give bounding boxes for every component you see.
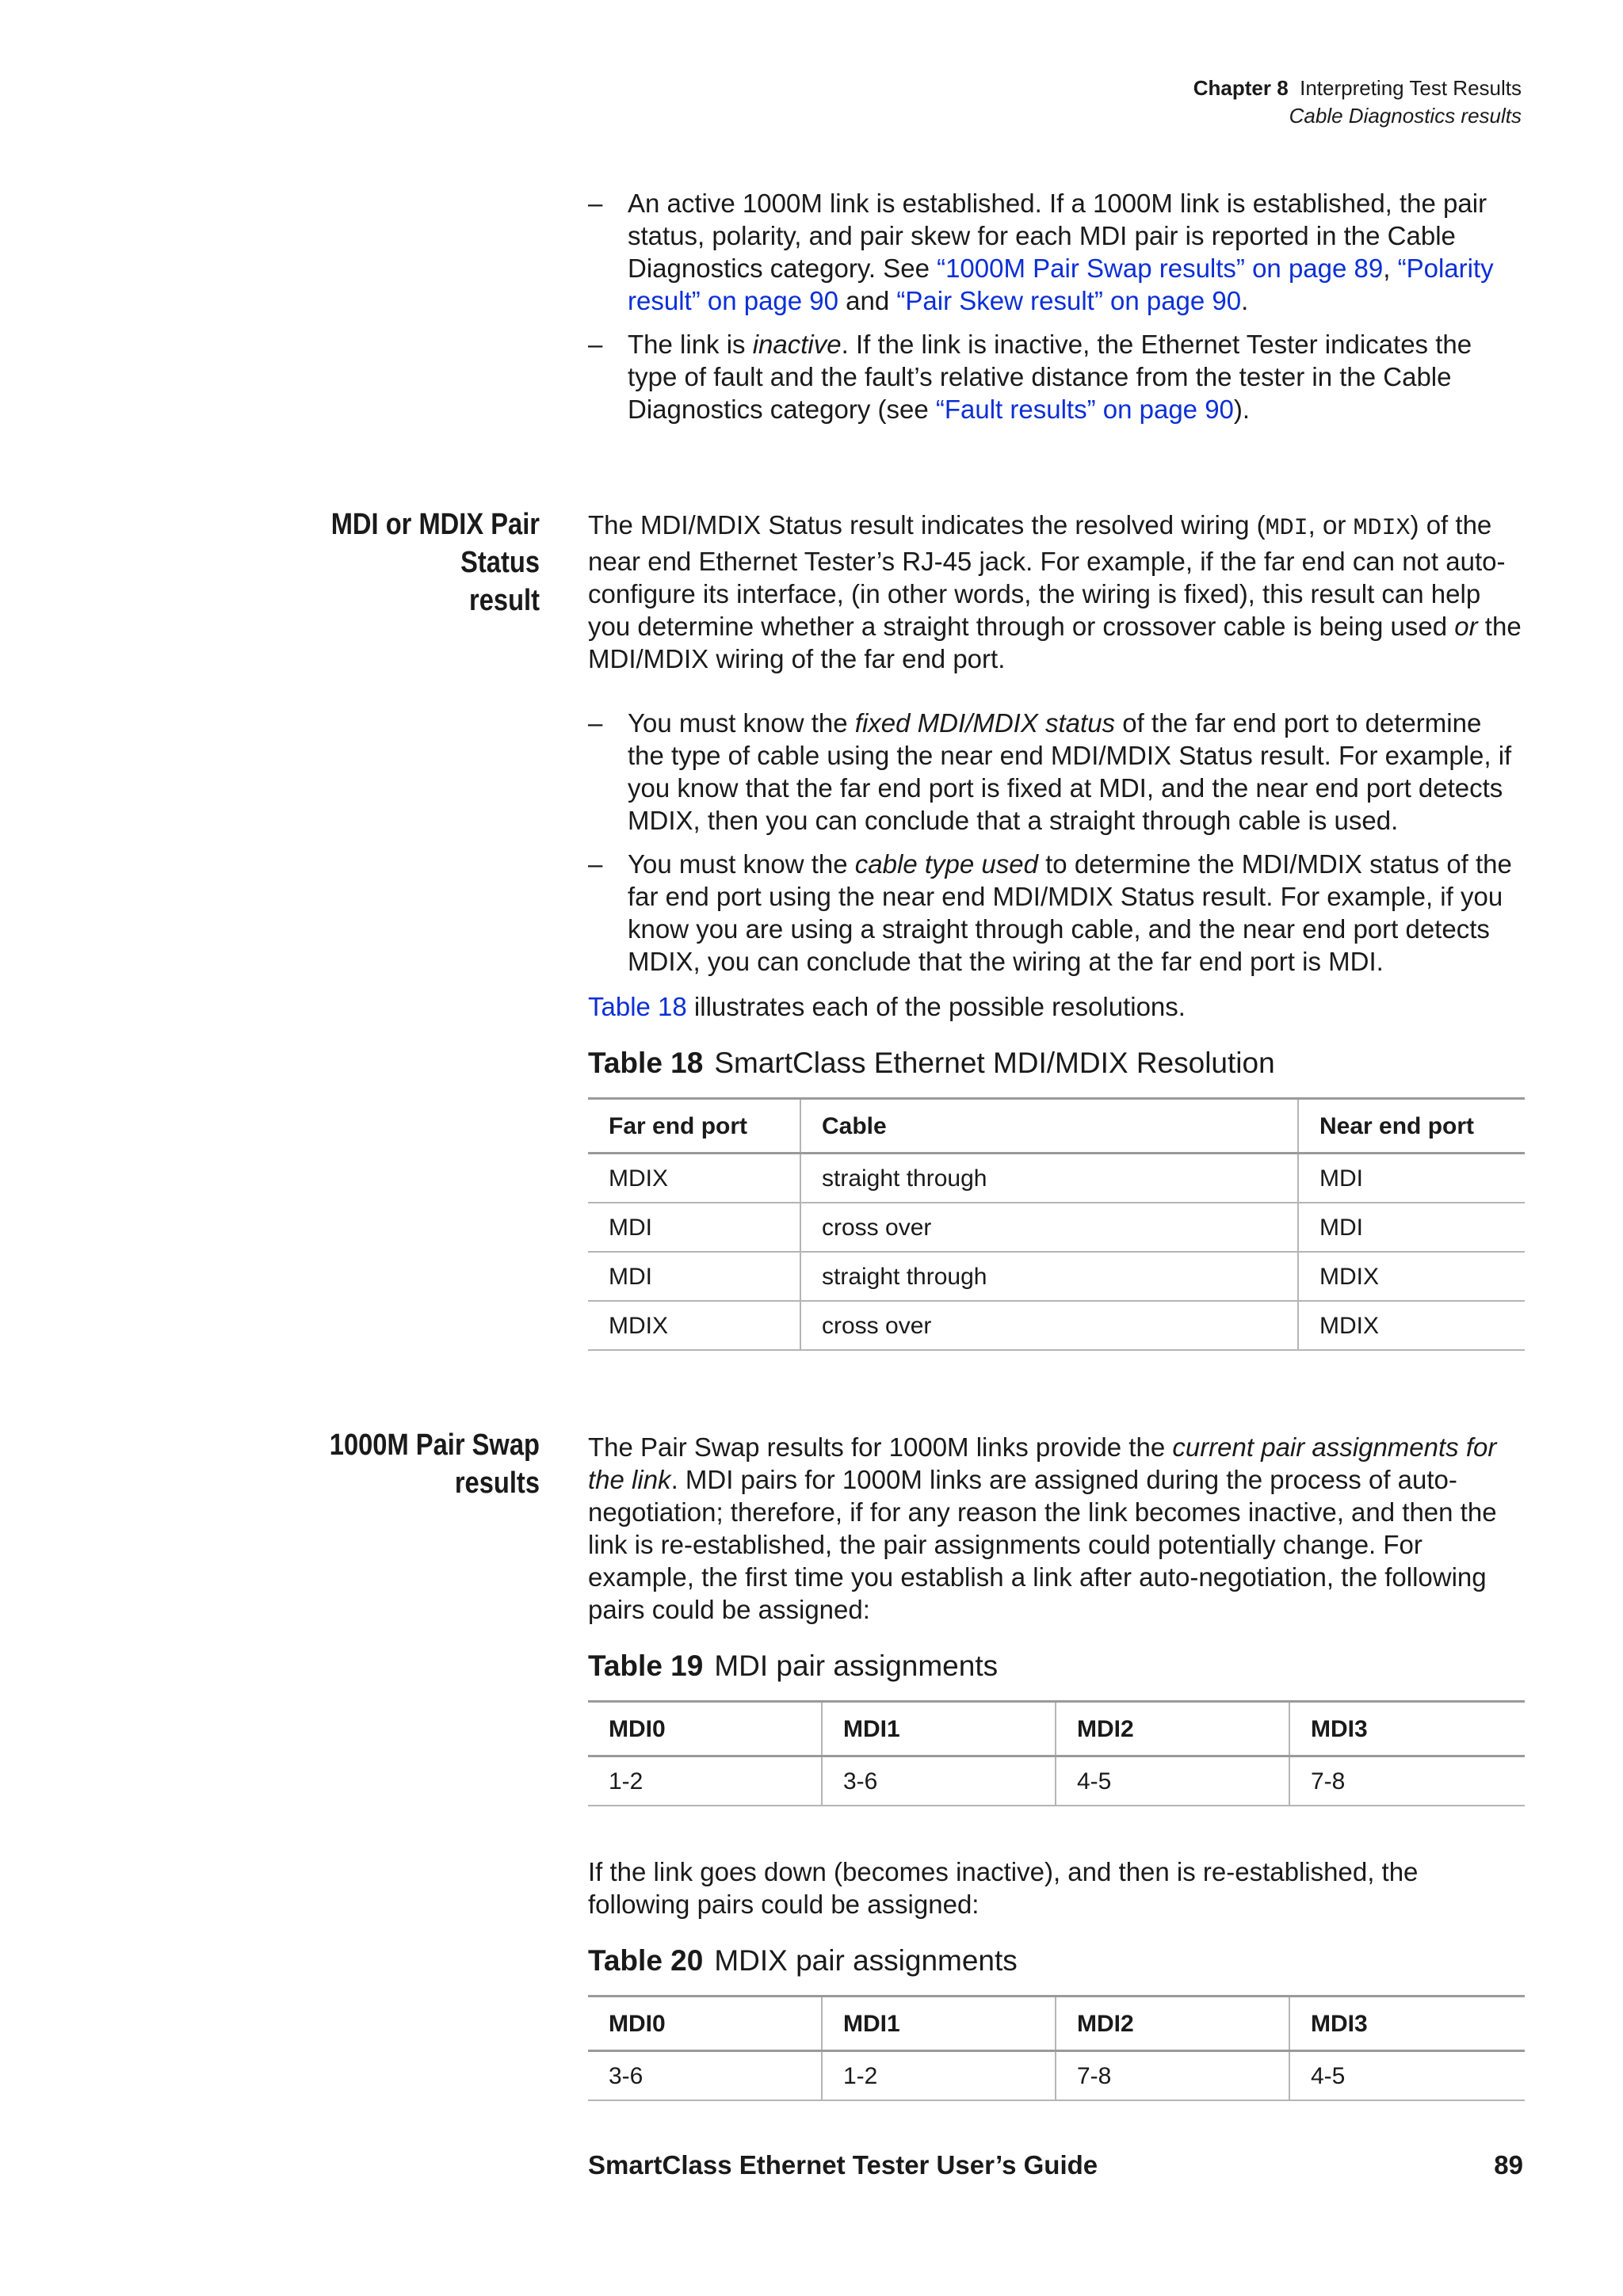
code-mdix: MDIX [1353,515,1411,542]
list-text: An active 1000M link is established. If a 1000M link is established, the pair status, polarity, and pair skew for each MDI pair is reported in the Cable Diagnostics category. See [628,189,1487,283]
chapter-title: Interpreting Test Results [1300,76,1522,100]
text: . MDI pairs for 1000M links are assigned during the process of auto-negotiation; therefore, if for any reason the link becomes inactive, and then the link is re-established, the pair assignments could potentially change. For example, the first time you establish a link after auto-negotiation, the following pairs could be assigned: [588,1465,1497,1624]
table-cell: MDI [588,1203,800,1252]
dash-mark: – [588,330,603,359]
emphasis: cable type used [854,849,1038,879]
emphasis: current pair assignments for the link [588,1432,1497,1494]
mdi-pair-assignments-table [588,1700,1525,1806]
caption-title: MDIX pair assignments [714,1944,1018,1977]
table-cell: MDIX [588,1154,800,1203]
column-header: MDI1 [822,1702,1056,1756]
table-cell: MDI [588,1252,800,1301]
pair-swap-section-body [588,1431,1523,2101]
caption-number: Table 18 [588,1047,704,1079]
list-text: You must know the [628,849,855,879]
link-pair-swap[interactable]: “1000M Pair Swap results” on page 89 [937,254,1384,283]
text: The Pair Swap results for 1000M links provide the [588,1432,1173,1462]
column-header: MDI2 [1056,1997,1289,2051]
mdi-resolution-table [588,1097,1525,1351]
code-mdi: MDI [1265,515,1308,542]
table-row [588,1252,1525,1301]
mdix-pair-assignments-table [588,1995,1525,2101]
column-header: MDI0 [588,1997,822,2051]
chapter-label: Chapter 8 [1193,76,1289,100]
table-cell: 3-6 [822,1756,1056,1806]
list-text: , [1383,254,1398,283]
emphasis: inactive [752,330,842,359]
caption-title: MDI pair assignments [714,1650,999,1682]
table-cell: 1-2 [588,1756,822,1806]
table-reference [588,990,1523,1023]
section-title: Cable Diagnostics results [1289,104,1522,128]
table-cell: cross over [800,1203,1298,1252]
dash-mark: – [588,849,603,879]
page-number: 89 [1494,2150,1523,2180]
section-heading-mdi-status [254,505,540,620]
column-header: Far end port [588,1099,800,1154]
table-cell: 3-6 [588,2051,822,2101]
table-cell: 1-2 [822,2051,1056,2101]
list-text: of the far end port to determine the type of cable using the near end MDI/MDIX Status result. For example, if you know that the far end port is fixed at MDI, and the near end port detects MDIX, then you can conclude that a straight through cable is used. [628,708,1512,835]
text: The MDI/MDIX Status result indicates the resolved wiring ( [588,510,1266,540]
table-cell: MDI [1298,1203,1525,1252]
mdi-section-body [588,509,1523,1351]
column-header: MDI1 [822,1997,1056,2051]
table-caption [588,1045,1523,1081]
column-header: MDI3 [1289,1702,1525,1756]
text: the MDI/MDIX wiring of the far end port. [588,612,1522,673]
dash-mark: – [588,189,603,218]
table-cell: 4-5 [1289,2051,1525,2101]
list-item [588,187,1523,317]
table-cell: MDIX [588,1301,800,1350]
link-fault-results[interactable]: “Fault results” on page 90 [935,395,1234,424]
table-cell: straight through [800,1252,1298,1301]
footer-title: SmartClass Ethernet Tester User’s Guide [588,2150,1098,2180]
emphasis: or [1454,612,1478,641]
column-header: MDI2 [1056,1702,1289,1756]
caption-number: Table 19 [588,1650,704,1682]
list-text: to determine the MDI/MDIX status of the far end port using the near end MDI/MDIX Status result. For example, if you know you are using a straight through cable, and the near end port detects MDIX, you can conclude that the wiring at the far end port is MDI. [628,849,1512,976]
column-header: MDI3 [1289,1997,1525,2051]
table-row [588,2051,1525,2101]
heading-line: 1000M Pair Swap results [329,1428,540,1500]
table-row [588,1203,1525,1252]
column-header: Cable [800,1099,1298,1154]
table-cell: 4-5 [1056,1756,1289,1806]
chapter-line [1193,74,1522,102]
list-item [588,328,1523,425]
list-item [588,848,1523,978]
column-header: Near end port [1298,1099,1525,1154]
heading-line: MDI or MDIX Pair Status [330,508,540,579]
list-text: and [838,286,897,315]
table-caption [588,1648,1523,1684]
text: , or [1308,510,1354,540]
caption-number: Table 20 [588,1944,704,1977]
page-footer [588,2150,1523,2180]
running-header [1193,74,1522,130]
link-polarity[interactable]: “Polarity result” on page 90 [628,254,1494,315]
table-row [588,1301,1525,1350]
list-text: The link is [628,330,753,359]
table-caption [588,1943,1523,1979]
table-row [588,1756,1525,1806]
table-cell: cross over [800,1301,1298,1350]
list-text: . If the link is inactive, the Ethernet Tester indicates the type of fault and the fault’s relative distance from the tester in the Cable Diagnostics category (see [628,330,1472,424]
text: ) of the near end Ethernet Tester’s RJ-45 jack. For example, if the far end can not auto-configure its interface, (in other words, the wiring is fixed), this result can help you determine whether a straight through or crossover cable is being used [588,510,1506,641]
list-text: You must know the [628,708,855,738]
link-pair-skew[interactable]: “Pair Skew result” on page 90 [896,286,1242,315]
link-table-18[interactable]: Table 18 [588,992,687,1021]
section-heading-pair-swap [254,1426,540,1502]
paragraph: If the link goes down (becomes inactive), and then is re-established, the following pairs could be assigned: [588,1857,1419,1919]
intro-list [588,187,1523,425]
text: illustrates each of the possible resolutions. [686,992,1186,1021]
list-text: . [1241,286,1249,315]
paragraph [588,1431,1523,1626]
table-cell: 7-8 [1056,2051,1289,2101]
dash-mark: – [588,708,603,738]
table-cell: straight through [800,1154,1298,1203]
table-row [588,1154,1525,1203]
table-cell: MDIX [1298,1252,1525,1301]
paragraph [588,509,1523,675]
heading-line: result [469,584,540,617]
list-item [588,707,1523,837]
list-text: ). [1233,395,1251,424]
table-cell: MDIX [1298,1301,1525,1350]
table-cell: MDI [1298,1154,1525,1203]
table-cell: 7-8 [1289,1756,1525,1806]
emphasis: fixed MDI/MDIX status [854,708,1116,738]
caption-title: SmartClass Ethernet MDI/MDIX Resolution [714,1047,1275,1079]
column-header: MDI0 [588,1702,822,1756]
